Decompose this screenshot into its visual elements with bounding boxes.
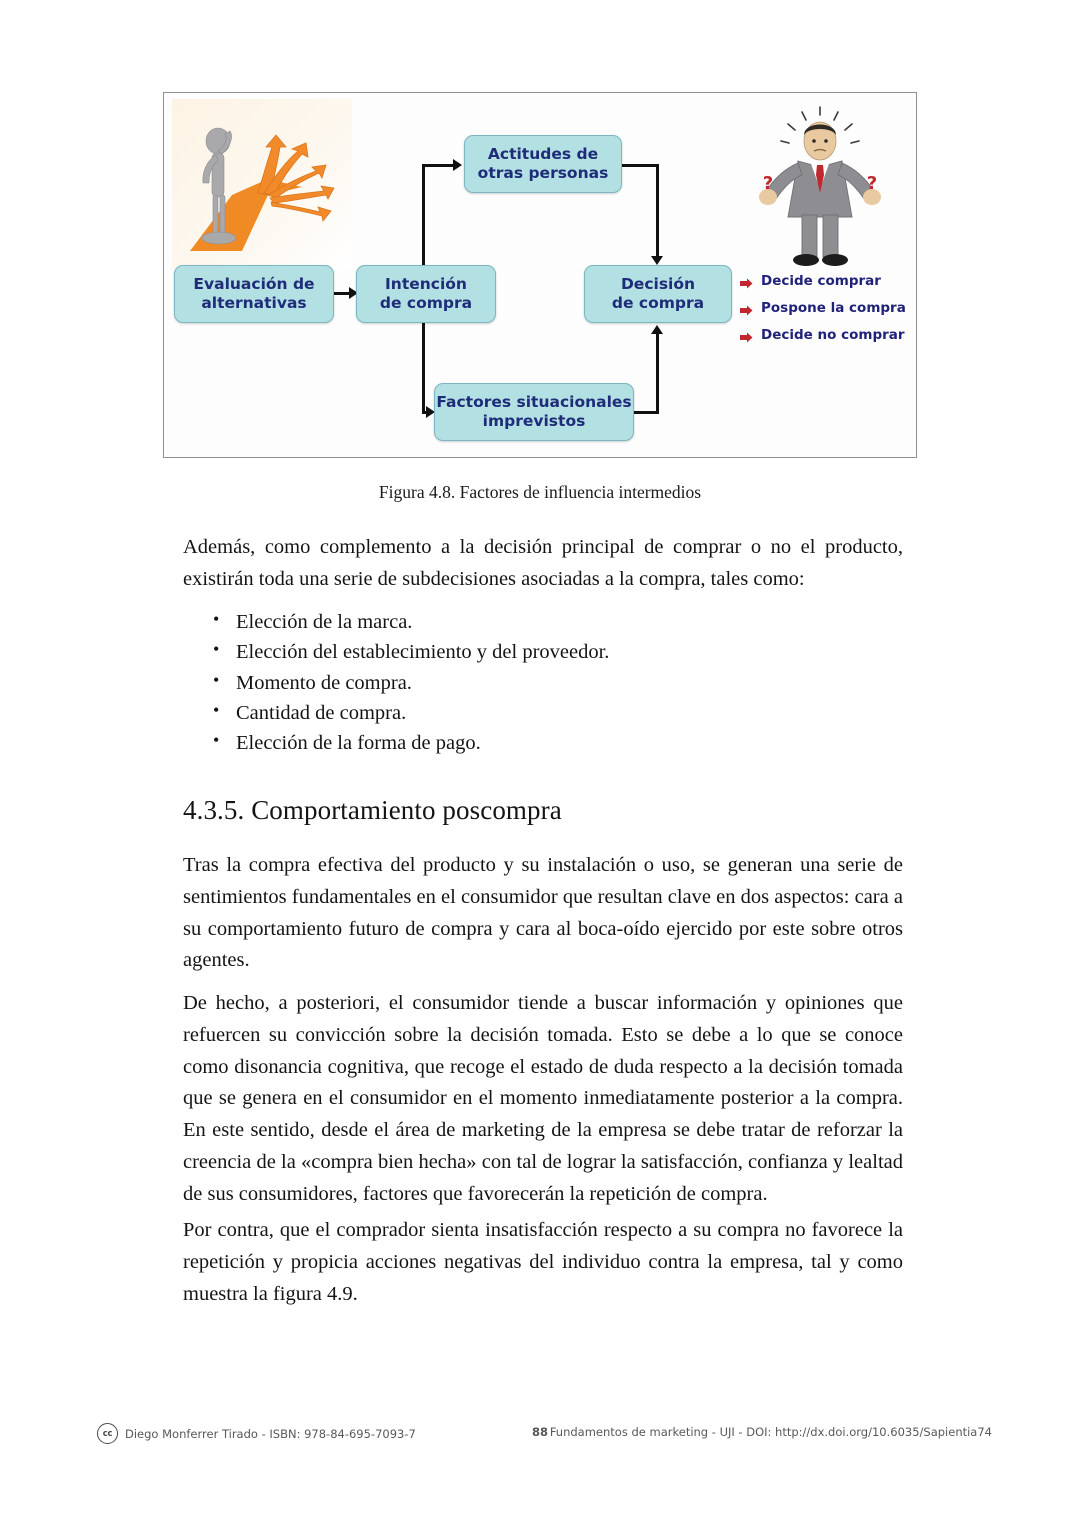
paragraph-dehecho: De hecho, a posteriori, el consumidor tiende a buscar información y opiniones que refuercen su convicción sobre la decisión tomada. Esto se debe a lo que se conoce como disonancia cognitiva, que recoge el estado de duda respecto a la decisión tomada que se genera en el consumidor en el momento inmediatamente posterior a la compra. En este sentido, desde el área de marketing de la empresa se debe tratar de reforzar la creencia de la «compra bien hecha» con tal de lograr la satisfacción, confianza y lealtad de sus consumidores, factores que favorecerán la repetición de compra. xyxy=(183,992,903,1205)
outcome-item xyxy=(740,273,917,289)
connector-actitudes-right xyxy=(622,164,659,167)
page-number: 88 xyxy=(531,1425,548,1439)
figure-caption: Figura 4.8. Factores de influencia intermedios xyxy=(378,482,702,502)
arrowhead-to-actitudes xyxy=(453,159,462,171)
figure-4-8 xyxy=(163,92,917,458)
outcome-list xyxy=(740,273,917,354)
flow-box-actitudes-otras-personas[interactable] xyxy=(464,135,622,193)
footer-source-doi: Fundamentos de marketing - UJI - DOI: http://dx.doi.org/10.6035/Sapientia74 xyxy=(549,1425,992,1439)
arrowhead-to-decision-bottom xyxy=(651,325,663,334)
subdecisions-list xyxy=(183,607,903,759)
flow-box-evaluacion-alternativas[interactable] xyxy=(174,265,334,323)
paragraph-intro: Además, como complemento a la decisión principal de comprar o no el producto, existirán toda una serie de subdecisiones asociadas a la compra, tales como: xyxy=(183,536,903,590)
outcome-label: Decide no comprar xyxy=(761,327,905,343)
person-at-crossroads-icon xyxy=(172,99,352,269)
flow-box-actitudes-line2: otras personas xyxy=(477,164,609,182)
figure-canvas xyxy=(164,93,916,457)
flow-box-intencion-line1: Intención xyxy=(385,274,467,293)
flow-box-evaluacion-line2: alternativas xyxy=(201,294,307,312)
flow-box-actitudes-line1: Actitudes de xyxy=(487,144,599,163)
paragraph-dehecho-container xyxy=(183,988,903,1210)
footer-author-isbn: Diego Monferrer Tirado - ISBN: 978-84-695-7093-7 xyxy=(125,1426,416,1441)
flow-box-intencion-compra[interactable] xyxy=(356,265,496,323)
red-arrow-bullet-icon xyxy=(740,276,753,287)
paragraph-tras: Tras la compra efectiva del producto y su instalación o uso, se generan una serie de sentimientos fundamentales en el consumidor que resultan clave en dos aspectos: cara a su comportamiento futuro de compra y cara al boca-oído ejercido por este sobre otros agentes. xyxy=(183,854,903,972)
outcome-item xyxy=(740,327,917,343)
flow-box-decision-compra[interactable] xyxy=(584,265,732,323)
paragraph-intro-container xyxy=(183,532,903,596)
red-arrow-bullet-icon xyxy=(740,330,753,341)
paragraph-porcontra-container xyxy=(183,1215,903,1310)
flow-box-factores-line2: imprevistos xyxy=(482,412,586,430)
outcome-label: Pospone la compra xyxy=(761,300,906,316)
flow-box-factores-situacionales[interactable] xyxy=(434,383,634,441)
connector-evaluacion-intencion xyxy=(334,292,350,295)
connector-actitudes-down xyxy=(656,164,659,259)
paragraph-tras-container xyxy=(183,850,903,977)
creative-commons-icon[interactable]: cc xyxy=(97,1423,118,1444)
list-item: • Elección de la marca. xyxy=(183,607,903,637)
arrowhead-to-decision-top xyxy=(651,256,663,265)
flow-box-decision-line2: de compra xyxy=(611,294,705,312)
outcome-item xyxy=(740,300,917,316)
confused-businessman-icon xyxy=(740,97,900,272)
outcome-label: Decide comprar xyxy=(761,273,881,289)
list-item: • Elección de la forma de pago. xyxy=(183,728,903,758)
page-footer xyxy=(0,1419,1080,1453)
flow-box-decision-line1: Decisión xyxy=(620,274,696,293)
connector-to-actitudes xyxy=(422,164,454,167)
list-item: • Cantidad de compra. xyxy=(183,698,903,728)
flow-box-evaluacion-line1: Evaluación de xyxy=(193,274,315,293)
list-item: • Elección del establecimiento y del proveedor. xyxy=(183,637,903,667)
flow-box-factores-line1: Factores situacionales xyxy=(436,392,632,411)
svg-text:?: ? xyxy=(866,173,878,194)
connector-factores-up xyxy=(656,333,659,413)
section-heading: 4.3.5. Comportamiento poscompra xyxy=(183,795,562,825)
svg-text:?: ? xyxy=(762,173,774,194)
flow-box-intencion-line2: de compra xyxy=(379,294,473,312)
list-item: • Momento de compra. xyxy=(183,668,903,698)
paragraph-porcontra: Por contra, que el comprador sienta insatisfacción respecto a su compra no favorece la repetición y propicia acciones negativas del individuo contra la empresa, tal y como muestra la figura 4.9. xyxy=(183,1219,903,1305)
red-arrow-bullet-icon xyxy=(740,303,753,314)
